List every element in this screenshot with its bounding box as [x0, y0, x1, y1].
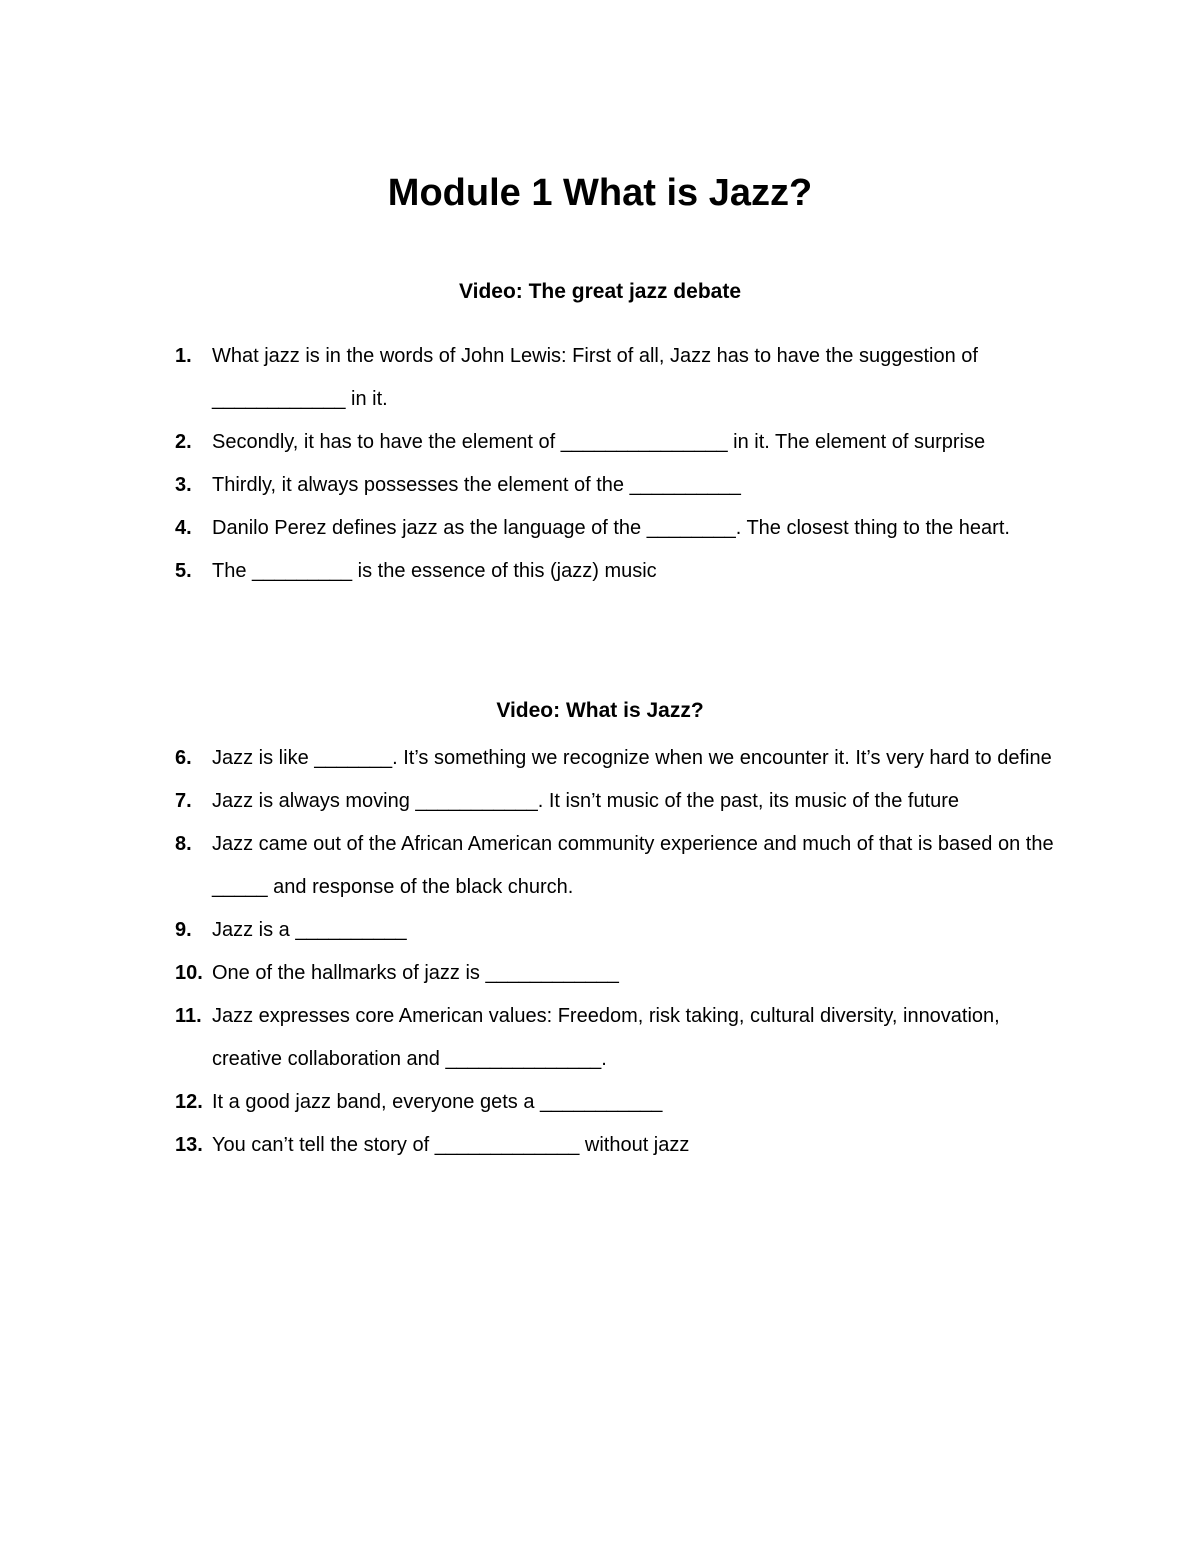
question-item [175, 780, 1075, 823]
question-text: Jazz expresses core American values: Freedom, risk taking, cultural diversity, innovation, creative collaboration and ______________. [212, 1005, 1000, 1070]
question-text: The _________ is the essence of this (jazz) music [212, 560, 657, 582]
question-item [175, 550, 1075, 593]
question-text: What jazz is in the words of John Lewis: First of all, Jazz has to have the suggestion of ____________ in it. [212, 345, 978, 410]
question-item [175, 1124, 1075, 1167]
question-number: 12. [175, 1091, 203, 1113]
question-number: 1. [175, 345, 192, 367]
question-number: 8. [175, 833, 192, 855]
section-heading-what-is-jazz: Video: What is Jazz? [496, 699, 704, 722]
question-text: You can’t tell the story of _____________ without jazz [212, 1134, 690, 1156]
question-item [175, 823, 1075, 909]
question-text: Jazz is like _______. It’s something we recognize when we encounter it. It’s very hard to define [212, 747, 1052, 769]
question-item [175, 909, 1075, 952]
question-text: Thirdly, it always possesses the element of the __________ [212, 474, 741, 496]
question-number: 7. [175, 790, 192, 812]
question-item [175, 421, 1075, 464]
section-heading-great-jazz-debate: Video: The great jazz debate [458, 280, 741, 303]
question-text: Jazz came out of the African American community experience and much of that is based on the _____ and response of the black church. [212, 833, 1054, 898]
question-list-what-is-jazz [175, 737, 1075, 1167]
question-number: 11. [175, 1005, 202, 1027]
question-text: Secondly, it has to have the element of _______________ in it. The element of surprise [212, 431, 986, 453]
question-number: 9. [175, 919, 192, 941]
question-item [175, 952, 1075, 995]
page-title: Module 1 What is Jazz? [387, 172, 813, 214]
question-number: 2. [175, 431, 192, 453]
question-list-great-jazz-debate [175, 335, 1075, 593]
question-text: It a good jazz band, everyone gets a ___________ [212, 1091, 663, 1113]
question-number: 10. [175, 962, 203, 984]
question-text: Jazz is a __________ [212, 919, 407, 941]
question-item [175, 1081, 1075, 1124]
question-number: 13. [175, 1134, 203, 1156]
question-text: Danilo Perez defines jazz as the language of the ________. The closest thing to the heart. [212, 517, 1010, 539]
question-item [175, 464, 1075, 507]
question-text: Jazz is always moving ___________. It isn’t music of the past, its music of the future [212, 790, 960, 812]
question-text: One of the hallmarks of jazz is ____________ [212, 962, 619, 984]
question-number: 3. [175, 474, 192, 496]
question-item [175, 335, 1075, 421]
question-item [175, 507, 1075, 550]
question-number: 4. [175, 517, 192, 539]
question-number: 6. [175, 747, 192, 769]
question-number: 5. [175, 560, 192, 582]
question-item [175, 995, 1075, 1081]
question-item [175, 737, 1075, 780]
